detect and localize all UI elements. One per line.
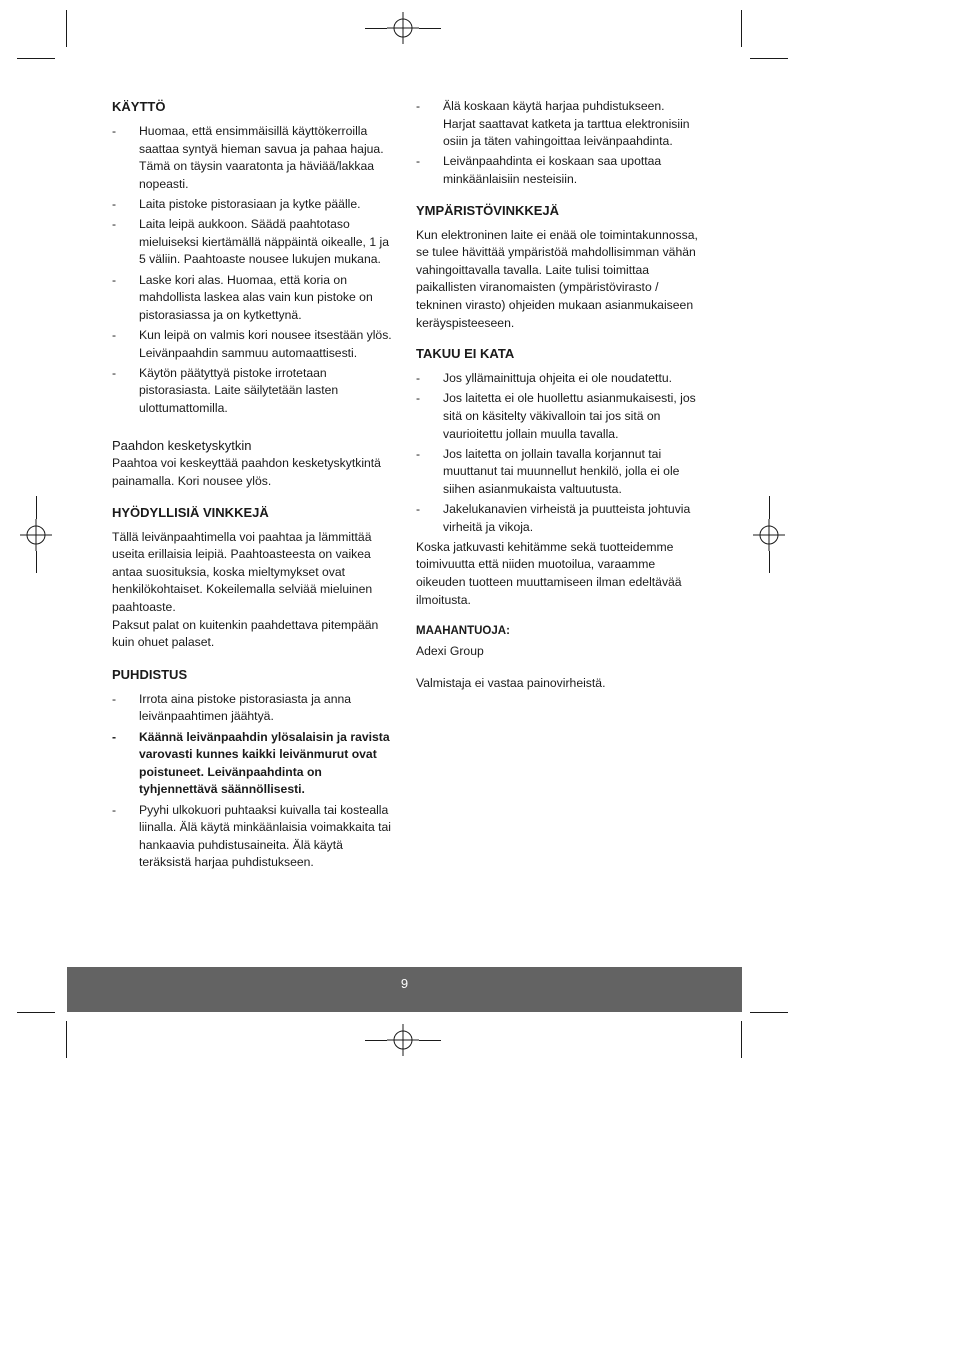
list-item bbox=[112, 365, 392, 418]
paragraph: Koska jatkuvasti kehitämme sekä tuotteidemme toimivuutta että niiden muotoilua, varaamme oikeuden tuotteen muuttamiseen ilman edeltävää ilmoitusta. bbox=[416, 539, 682, 607]
dash: - bbox=[112, 802, 117, 817]
list-item-text: Laske kori alas. Huomaa, että koria on mahdollista laskea alas vain kun pistoke on pistorasiassa ja on kytkettynä. bbox=[139, 272, 373, 322]
dash: - bbox=[416, 99, 421, 113]
dash: - bbox=[112, 365, 117, 380]
crop-mark bbox=[750, 58, 788, 59]
list-item bbox=[112, 196, 392, 214]
section-takuu bbox=[416, 345, 698, 609]
section-heading: KÄYTTÖ bbox=[112, 99, 166, 114]
dash: - bbox=[416, 154, 421, 169]
crop-mark bbox=[741, 10, 742, 47]
dash: - bbox=[416, 391, 421, 406]
crop-mark bbox=[36, 496, 37, 519]
list-item bbox=[112, 802, 392, 872]
list-item bbox=[416, 501, 698, 536]
list-item bbox=[416, 390, 698, 443]
crop-mark bbox=[36, 551, 37, 573]
crop-mark bbox=[769, 551, 770, 573]
dash: - bbox=[112, 327, 117, 342]
section-paahdon bbox=[112, 437, 392, 490]
section-ymparisto bbox=[416, 202, 698, 333]
paragraph: Paksut palat on kuitenkin paahdettava pitempään kuin ohuet palaset. bbox=[112, 617, 379, 650]
list-item-text: Irrota aina pistoke pistorasiasta ja anna leivänpaahtimen jäähtyä. bbox=[139, 691, 352, 724]
crop-mark bbox=[17, 58, 55, 59]
list-item-text: Laita pistoke pistorasiaan ja kytke päälle. bbox=[139, 196, 361, 211]
list-item-text: Huomaa, että ensimmäisillä käyttökerroilla saattaa syntyä hieman savua ja pahaa hajua. Tämä on täysin vaaratonta ja häviää/lakkaa nopeasti. bbox=[139, 124, 384, 191]
registration-mark-icon bbox=[753, 519, 785, 551]
dash: - bbox=[112, 691, 117, 706]
list-item bbox=[112, 123, 392, 193]
footer-band bbox=[67, 967, 742, 1012]
dash: - bbox=[112, 272, 117, 287]
crop-mark bbox=[741, 1021, 742, 1058]
section-heading: TAKUU EI KATA bbox=[416, 346, 515, 362]
crop-mark bbox=[365, 1040, 387, 1041]
list-item bbox=[112, 272, 392, 325]
bullet-list bbox=[112, 123, 392, 417]
importer-name: Adexi Group bbox=[416, 644, 484, 659]
list-item-text: Käännä leivänpaahdin ylösalaisin ja ravista varovasti kunnes kaikki leivänmurut ovat poistuneet. Leivänpaahdinta on tyhjennettävä säännöllisesti. bbox=[139, 729, 390, 797]
section-vinkkeja bbox=[112, 504, 392, 652]
crop-mark bbox=[750, 1012, 788, 1013]
crop-mark bbox=[419, 28, 441, 29]
list-item-text: Pyyhi ulkokuori puhtaaksi kuivalla tai kostealla liinalla. Älä käytä minkäänlaisia voimakkaita tai hankaavia puhdistusaineita. Älä käytä teräksistä harjaa puhdistukseen. bbox=[139, 802, 391, 870]
crop-mark bbox=[17, 1012, 55, 1013]
bullet-list bbox=[112, 691, 392, 872]
list-item-text: Kun leipä on valmis kori nousee itsestään ylös. Leivänpaahdin sammuu automaattisesti. bbox=[139, 327, 392, 360]
list-item bbox=[416, 98, 698, 151]
disclaimer: Valmistaja ei vastaa painovirheistä. bbox=[416, 675, 606, 690]
list-item-bold bbox=[112, 729, 392, 799]
page-number: 9 bbox=[400, 976, 409, 991]
list-item bbox=[112, 691, 392, 726]
list-item-text: Leivänpaahdinta ei koskaan saa upottaa minkäänlaisiin nesteisiin. bbox=[443, 154, 662, 186]
paragraph: Tällä leivänpaahtimella voi paahtaa ja lämmittää useita erillaisia leipiä. Paahtoasteesta on vaikea antaa suosituksia, koska mieltymykset ovat henkilökohtaiset. Kokeilemalla selviää mieluinen paahtoaste. bbox=[112, 529, 373, 615]
list-item-text: Käytön päätyttyä pistoke irrotetaan pistorasiasta. Laite säilytetään lasten ulottumattomilla. bbox=[139, 365, 339, 415]
dash: - bbox=[112, 217, 117, 232]
dash: - bbox=[416, 371, 421, 386]
dash: - bbox=[416, 502, 421, 517]
crop-mark bbox=[769, 496, 770, 519]
paragraph: Paahtoa voi keskeyttää paahdon kesketyskytkintä painamalla. Kori nousee ylös. bbox=[112, 456, 381, 489]
bullet-list bbox=[416, 370, 698, 536]
dash: - bbox=[112, 196, 117, 211]
paragraph: Kun elektroninen laite ei enää ole toimintakunnossa, se tulee hävittää ympäristöä mahdollisimman vähän vahingoittavalla tavalla. Laite tulisi toimittaa paikallisten viranomaisten (ympäristövirasto / tekninen virasto) ohjeiden mukaan asianmukaiseen keräyspisteeseen. bbox=[416, 227, 698, 330]
crop-mark bbox=[419, 1040, 441, 1041]
right-column bbox=[416, 98, 698, 692]
crop-mark bbox=[66, 10, 67, 47]
registration-mark-icon bbox=[387, 1024, 419, 1056]
dash: - bbox=[416, 446, 421, 461]
list-item-text: Jakelukanavien virheistä ja puutteista johtuvia virheitä ja vikoja. bbox=[443, 502, 691, 534]
section-heading: YMPÄRISTÖVINKKEJÄ bbox=[416, 202, 560, 218]
section-heading: HYÖDYLLISIÄ VINKKEJÄ bbox=[112, 504, 269, 520]
bullet-list bbox=[416, 98, 698, 189]
subsection-heading: Paahdon kesketyskytkin bbox=[112, 438, 252, 454]
dash: - bbox=[112, 729, 117, 744]
section-puhdistus bbox=[112, 666, 392, 872]
left-column bbox=[112, 98, 392, 875]
list-item-text: Jos laitetta ei ole huollettu asianmukaisesti, jos sitä on käsitelty väkivalloin tai jos sitä on vaurioitettu jollain muulla tavalla. bbox=[443, 391, 696, 441]
crop-mark bbox=[365, 28, 387, 29]
list-item bbox=[112, 216, 392, 269]
list-item-text: Jos yllämainittuja ohjeita ei ole noudatettu. bbox=[443, 371, 672, 386]
list-item-text: Jos laitetta on jollain tavalla korjannut tai muuttanut tai muunnellut henkilö, jolla ei ole siihen asianmukaista valtuutusta. bbox=[443, 446, 680, 496]
list-item bbox=[416, 446, 698, 499]
registration-mark-icon bbox=[20, 519, 52, 551]
section-importer bbox=[416, 622, 698, 661]
list-item bbox=[112, 327, 392, 362]
list-item bbox=[416, 153, 698, 188]
list-item-text: Laita leipä aukkoon. Säädä paahtotaso mieluiseksi kiertämällä näppäintä oikealle, 1 ja 5 väliin. Paahtoaste nousee lukujen mukana. bbox=[139, 217, 389, 267]
section-heading: MAAHANTUOJA: bbox=[416, 625, 510, 638]
dash: - bbox=[112, 124, 117, 138]
section-heading: PUHDISTUS bbox=[112, 666, 188, 682]
list-item-text: Älä koskaan käytä harjaa puhdistukseen. Harjat saattavat katketa ja tarttua elektronisiin osiin ja täten vahingoittaa leivänpaahdinta. bbox=[443, 99, 690, 149]
section-kaytto bbox=[112, 98, 392, 417]
list-item bbox=[416, 370, 698, 388]
crop-mark bbox=[66, 1021, 67, 1058]
registration-mark-icon bbox=[387, 12, 419, 44]
